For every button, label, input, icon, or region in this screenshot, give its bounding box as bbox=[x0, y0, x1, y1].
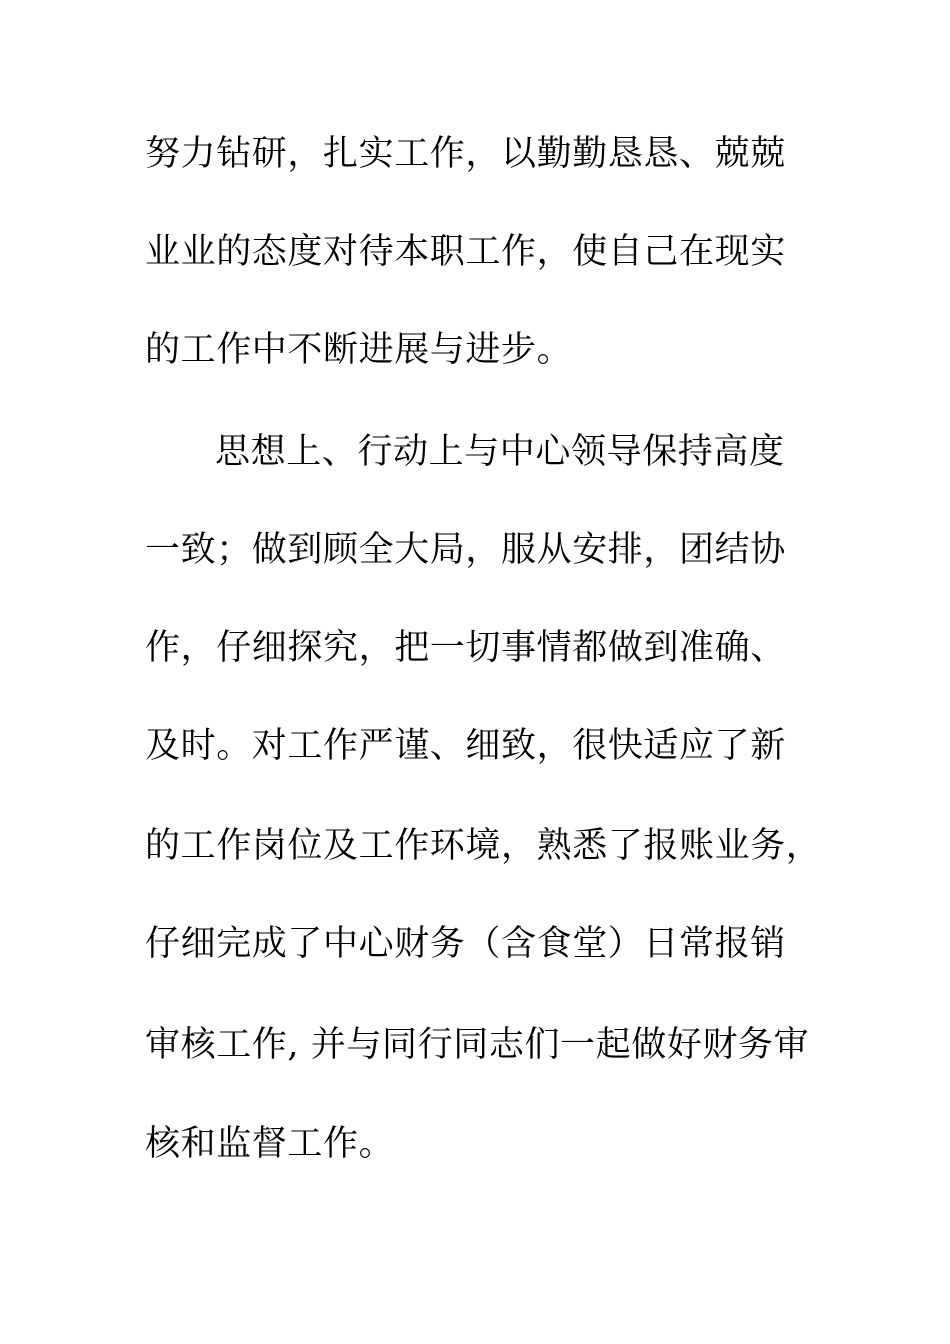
text-line: 的工作岗位及工作环境，熟悉了报账业务， bbox=[145, 826, 822, 866]
text-line: 思想上、行动上与中心领导保持高度 bbox=[215, 432, 785, 472]
text-line: 核和监督工作。 bbox=[145, 1124, 395, 1164]
text-line: 及时。对工作严谨、细致，很快适应了新 bbox=[145, 726, 786, 766]
text-line: 的工作中不断进展与进步。 bbox=[145, 330, 573, 370]
text-line: 作，仔细探究，把一切事情都做到准确、 bbox=[145, 628, 786, 668]
text-line: 一致；做到顾全大局，服从安排，团结协 bbox=[145, 530, 786, 570]
text-line: 努力钻研，扎实工作，以勤勤恳恳、兢兢 bbox=[145, 134, 786, 174]
text-line: 审核工作, 并与同行同志们一起做好财务审 bbox=[145, 1025, 810, 1065]
text-line: 仔细完成了中心财务（含食堂）日常报销 bbox=[145, 924, 786, 964]
text-line: 业业的态度对待本职工作，使自己在现实 bbox=[145, 232, 786, 272]
